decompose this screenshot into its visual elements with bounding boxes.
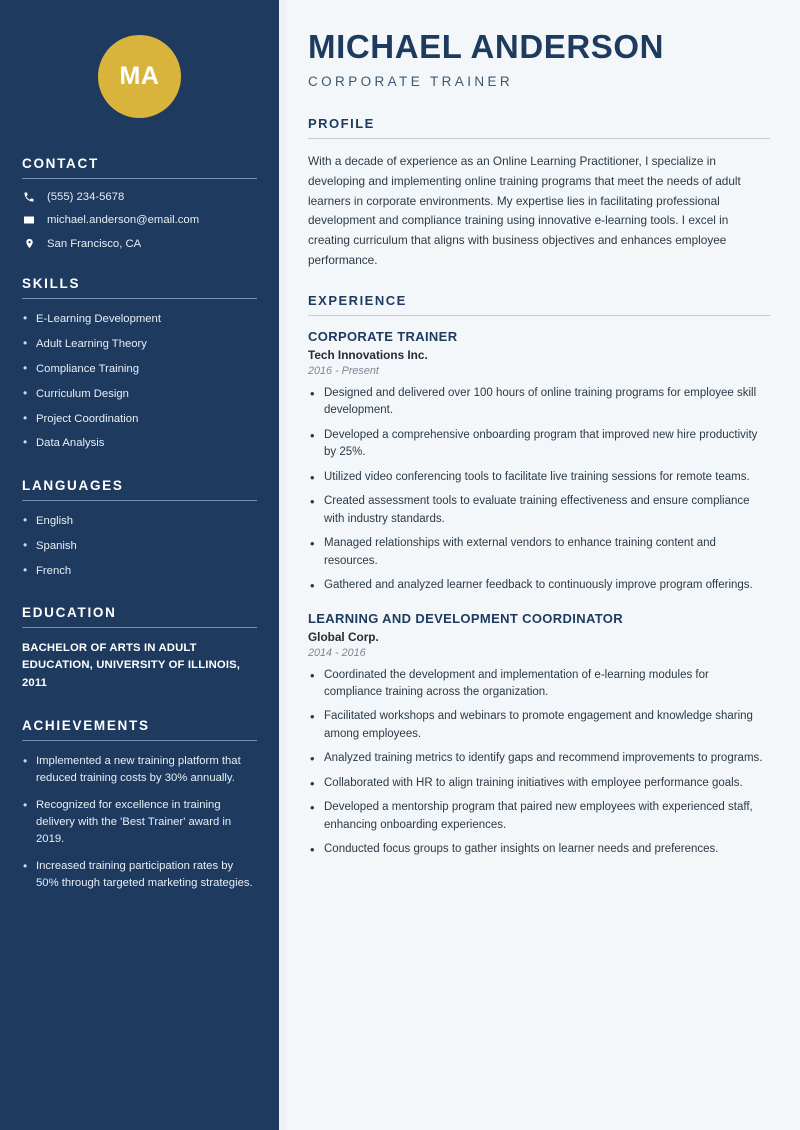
job-title: LEARNING AND DEVELOPMENT COORDINATOR bbox=[308, 610, 623, 626]
phone-icon bbox=[22, 191, 36, 203]
profile-heading: PROFILE bbox=[308, 115, 375, 131]
experience-divider bbox=[308, 315, 770, 316]
job-bullet-list bbox=[308, 667, 770, 859]
languages-divider bbox=[22, 500, 257, 501]
list-item: • Compliance Training bbox=[22, 361, 257, 377]
languages-list bbox=[22, 513, 257, 579]
list-item: • Recognized for excellence in training delivery with the 'Best Trainer' award in 2019. bbox=[22, 797, 257, 848]
list-item: • Utilized video conferencing tools to facilitate live training sessions for remote teams. bbox=[308, 469, 770, 486]
experience-heading: EXPERIENCE bbox=[308, 292, 407, 308]
contact-heading: CONTACT bbox=[22, 156, 99, 171]
column-divider bbox=[279, 0, 286, 1130]
list-item: • Developed a comprehensive onboarding program that improved new hire productivity by 25%. bbox=[308, 427, 770, 462]
skills-list bbox=[22, 311, 257, 452]
avatar-container bbox=[22, 0, 257, 156]
list-item: • Adult Learning Theory bbox=[22, 336, 257, 352]
page-title: MICHAEL ANDERSON bbox=[308, 28, 665, 65]
job-company: Tech Innovations Inc. bbox=[308, 347, 428, 362]
list-item: • French bbox=[22, 563, 257, 579]
experience-entry bbox=[308, 329, 770, 595]
location-pin-icon bbox=[22, 237, 36, 250]
contact-section bbox=[22, 156, 257, 250]
contact-location-value: San Francisco, CA bbox=[47, 237, 142, 250]
profile-section bbox=[308, 116, 770, 271]
job-dates: 2014 - 2016 bbox=[308, 646, 366, 659]
sidebar bbox=[0, 0, 279, 1130]
list-item: • Managed relationships with external vendors to enhance training content and resources. bbox=[308, 535, 770, 570]
main-content bbox=[286, 0, 800, 1130]
list-item: • Coordinated the development and implementation of e-learning modules for compliance training across the organization. bbox=[308, 667, 770, 702]
contact-location-row[interactable] bbox=[22, 237, 257, 250]
job-company: Global Corp. bbox=[308, 629, 379, 644]
list-item: • Developed a mentorship program that paired new employees with experienced staff, enhancing onboarding experiences. bbox=[308, 799, 770, 834]
experience-section bbox=[308, 293, 770, 859]
list-item: • Data Analysis bbox=[22, 435, 257, 451]
list-item: • Curriculum Design bbox=[22, 386, 257, 402]
experience-entry bbox=[308, 611, 770, 859]
contact-phone-row[interactable] bbox=[22, 191, 257, 203]
list-item: • English bbox=[22, 513, 257, 529]
skills-heading: SKILLS bbox=[22, 276, 81, 291]
contact-email-value: michael.anderson@email.com bbox=[47, 214, 200, 226]
avatar: MA bbox=[98, 35, 181, 118]
profile-text: With a decade of experience as an Online Learning Practitioner, I specialize in developing and implementing online training programs that meet the needs of adult learners in corporate environments. My expertise lies in facilitating professional development and compliance training using innovative e-learning tools. I excel in creating curriculum that aligns with business objectives and enhances employee performance. bbox=[308, 153, 741, 267]
list-item: • Spanish bbox=[22, 538, 257, 554]
languages-heading: LANGUAGES bbox=[22, 477, 124, 493]
achievements-divider bbox=[22, 740, 257, 741]
list-item: • Gathered and analyzed learner feedback to continuously improve program offerings. bbox=[308, 577, 770, 594]
profile-divider bbox=[308, 138, 770, 139]
page-subtitle: CORPORATE TRAINER bbox=[308, 73, 514, 89]
education-section bbox=[22, 605, 257, 693]
list-item: • Designed and delivered over 100 hours of online training programs for employee skill development. bbox=[308, 385, 770, 420]
list-item: • E-Learning Development bbox=[22, 311, 257, 327]
list-item: • Conducted focus groups to gather insights on learner needs and preferences. bbox=[308, 841, 770, 858]
achievements-section bbox=[22, 718, 257, 892]
list-item: • Created assessment tools to evaluate training effectiveness and ensure compliance with industry standards. bbox=[308, 493, 770, 528]
list-item: • Collaborated with HR to align training initiatives with employee performance goals. bbox=[308, 775, 770, 792]
list-item: • Increased training participation rates by 50% through targeted marketing strategies. bbox=[22, 858, 257, 892]
list-item: • Analyzed training metrics to identify gaps and recommend improvements to programs. bbox=[308, 750, 770, 767]
contact-divider bbox=[22, 178, 257, 179]
list-item: • Project Coordination bbox=[22, 411, 257, 427]
envelope-icon bbox=[22, 214, 36, 226]
education-entry: BACHELOR OF ARTS IN ADULT EDUCATION, UNIVERSITY OF ILLINOIS, 2011 bbox=[22, 641, 241, 689]
languages-section bbox=[22, 478, 257, 579]
list-item: • Implemented a new training platform that reduced training costs by 30% annually. bbox=[22, 753, 257, 787]
job-bullet-list bbox=[308, 385, 770, 595]
education-heading: EDUCATION bbox=[22, 604, 117, 620]
education-divider bbox=[22, 627, 257, 628]
job-dates: 2016 - Present bbox=[308, 364, 379, 377]
skills-divider bbox=[22, 298, 257, 299]
achievements-list bbox=[22, 753, 257, 892]
contact-phone-value: (555) 234-5678 bbox=[47, 191, 125, 203]
list-item: • Facilitated workshops and webinars to promote engagement and knowledge sharing among employees. bbox=[308, 708, 770, 743]
skills-section bbox=[22, 276, 257, 452]
achievements-heading: ACHIEVEMENTS bbox=[22, 718, 150, 734]
contact-email-row[interactable] bbox=[22, 214, 257, 226]
job-title: CORPORATE TRAINER bbox=[308, 328, 458, 344]
